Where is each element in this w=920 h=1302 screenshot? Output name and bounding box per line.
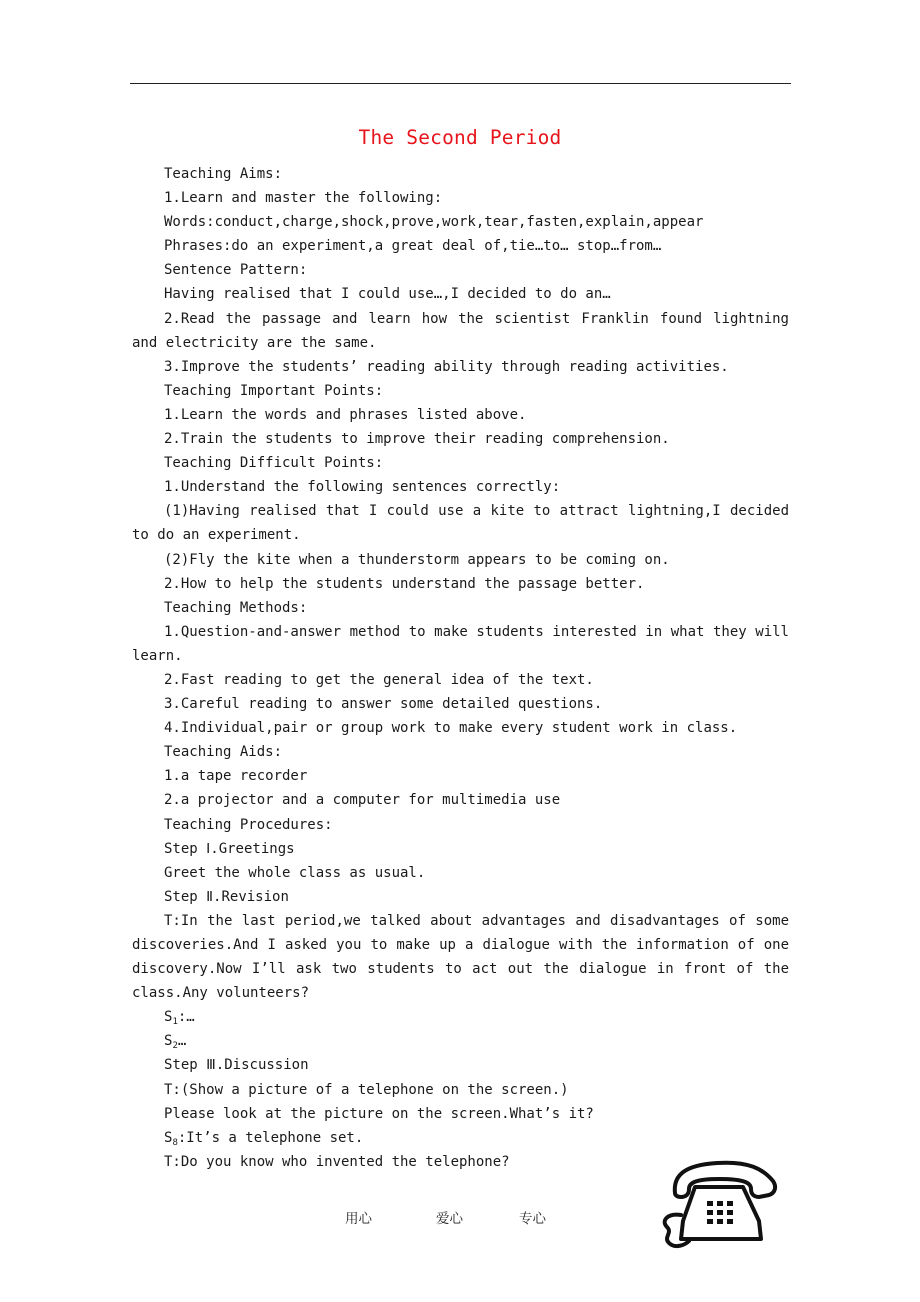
body-line: Teaching Important Points: [164, 382, 384, 399]
body-line [132, 1126, 789, 1150]
body-line: 3.Improve the students’ reading ability through reading activities. [164, 358, 729, 375]
body-line: Step Ⅲ.Discussion [164, 1057, 309, 1074]
speaker-text: :… [177, 1009, 195, 1026]
document-body [132, 162, 789, 1174]
body-line: T:(Show a picture of a telephone on the screen.) [164, 1081, 569, 1098]
body-line: 3.Careful reading to answer some detailed questions. [164, 696, 603, 713]
body-line: 1.Learn the words and phrases listed above. [164, 406, 527, 423]
speaker-label: S [164, 1033, 173, 1050]
speaker-number: 1 [172, 1017, 178, 1028]
speaker-number: 2 [172, 1041, 178, 1052]
body-line: 1.Learn and master the following: [164, 190, 443, 207]
speaker-number: 8 [172, 1137, 178, 1148]
body-line [132, 1029, 789, 1053]
body-line: 1.Question-and-answer method to make students interested in what they will learn. [132, 623, 789, 664]
body-line: 2.How to help the students understand the passage better. [164, 575, 645, 592]
body-line: 2.a projector and a computer for multimedia use [164, 792, 561, 809]
body-line: 2.Train the students to improve their reading comprehension. [164, 431, 670, 448]
speaker-text: … [177, 1033, 187, 1050]
body-line: Please look at the picture on the screen.What’s it? [164, 1105, 594, 1122]
body-line: 4.Individual,pair or group work to make every student work in class. [164, 720, 738, 737]
body-line: 2.Fast reading to get the general idea of the text. [164, 671, 594, 688]
body-line [132, 1005, 789, 1029]
speaker-label: S [164, 1009, 173, 1026]
body-line: Teaching Aims: [164, 166, 283, 182]
body-line: Teaching Methods: [164, 599, 308, 616]
body-line: Phrases:do an experiment,a great deal of,tie…to… stop…from… [164, 238, 662, 255]
body-line: 2.Read the passage and learn how the scientist Franklin found lightning and electricity are the same. [132, 310, 789, 351]
body-line: 1.a tape recorder [164, 768, 308, 785]
speaker-label: S [164, 1129, 173, 1146]
body-line: Step Ⅰ.Greetings [164, 840, 295, 857]
body-line: (1)Having realised that I could use a kite to attract lightning,I decided to do an experiment. [132, 503, 789, 544]
body-line: Sentence Pattern: [164, 262, 308, 279]
body-line: Teaching Procedures: [164, 816, 333, 833]
header-rule [130, 83, 791, 84]
footer-word-2: 爱心 [436, 1211, 463, 1227]
telephone-icon [655, 1155, 785, 1250]
body-line: Words:conduct,charge,shock,prove,work,tear,fasten,explain,appear [164, 214, 704, 231]
body-line: Having realised that I could use…,I decided to do an… [164, 286, 611, 303]
page-title: The Second Period [358, 126, 562, 149]
body-line: (2)Fly the kite when a thunderstorm appears to be coming on. [164, 551, 670, 568]
body-line: T:In the last period,we talked about advantages and disadvantages of some discoveries.And I asked you to make up a dialogue with the information of one discovery.Now I’ll ask two students to act out the dialogue in front of the class.Any volunteers? [132, 912, 789, 1002]
speaker-text: :It’s a telephone set. [177, 1129, 364, 1146]
body-line: Teaching Aids: [164, 744, 283, 761]
footer-word-3: 专心 [519, 1211, 546, 1227]
body-line: 1.Understand the following sentences correctly: [164, 479, 561, 496]
body-line: Step Ⅱ.Revision [164, 888, 289, 905]
body-line: Greet the whole class as usual. [164, 864, 426, 881]
footer-word-1: 用心 [345, 1211, 372, 1227]
body-line: T:Do you know who invented the telephone? [164, 1153, 510, 1170]
body-line: Teaching Difficult Points: [164, 455, 384, 472]
